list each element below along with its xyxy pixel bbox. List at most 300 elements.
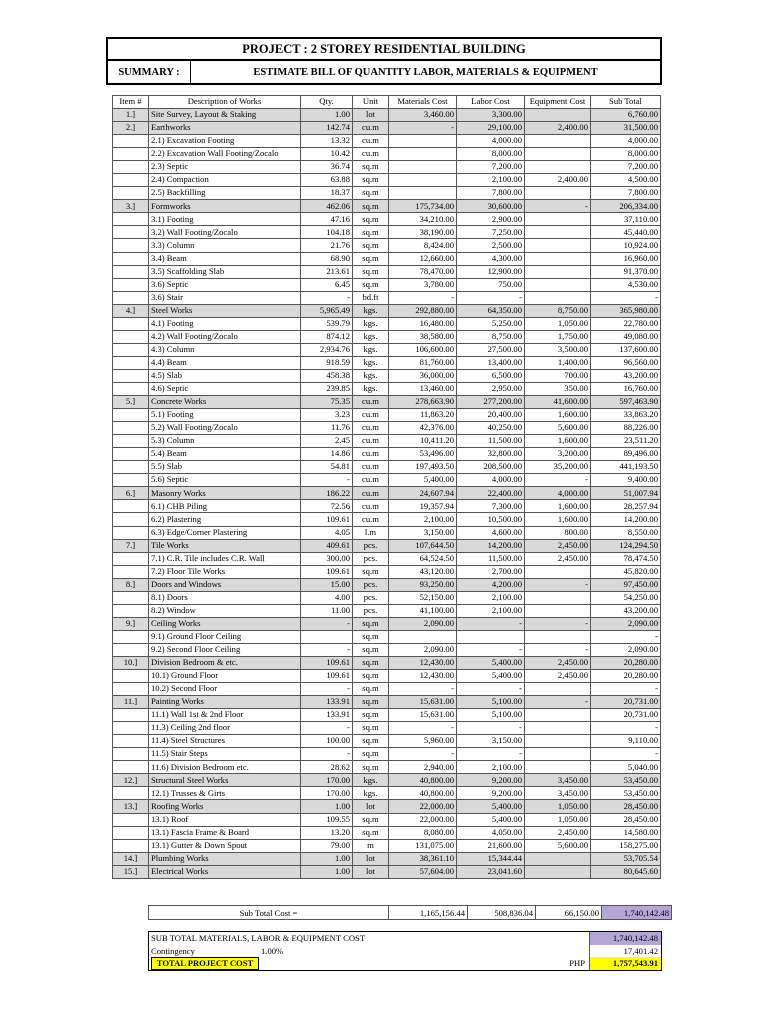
cell-equipment-cost: 2,450.00 xyxy=(525,826,591,839)
cell-unit: sq.m xyxy=(353,630,389,643)
table-row xyxy=(113,565,661,578)
table-row xyxy=(113,748,661,761)
summary-label: SUMMARY : xyxy=(108,61,191,83)
cell-unit: lot xyxy=(353,852,389,865)
cell-sub-total: 43,200.00 xyxy=(591,604,661,617)
cell-labor-cost: 3,150.00 xyxy=(457,735,525,748)
cell-unit: sq.m xyxy=(353,813,389,826)
cell-quantity: - xyxy=(301,643,353,656)
cell-unit: sq.m xyxy=(353,722,389,735)
cell-materials-cost: 175,734.00 xyxy=(389,200,457,213)
table-row xyxy=(113,422,661,435)
cell-materials-cost: 53,496.00 xyxy=(389,448,457,461)
cell-sub-total: 54,250.00 xyxy=(591,591,661,604)
cell-item-number: 7.] xyxy=(113,539,149,552)
cell-description: Steel Works xyxy=(149,304,301,317)
cell-item-number: 14.] xyxy=(113,852,149,865)
cell-unit: lot xyxy=(353,109,389,122)
subtotal-materials: 1,165,156.44 xyxy=(389,906,468,920)
cell-materials-cost: 43,120.00 xyxy=(389,565,457,578)
cell-equipment-cost: 8,750.00 xyxy=(525,304,591,317)
cell-item-number xyxy=(113,500,149,513)
cell-unit: sq.m xyxy=(353,696,389,709)
cell-unit: sq.m xyxy=(353,187,389,200)
table-row xyxy=(113,670,661,683)
cell-equipment-cost: 1,750.00 xyxy=(525,330,591,343)
summary-line-contingency xyxy=(149,945,661,958)
cell-sub-total: 597,463.90 xyxy=(591,396,661,409)
cell-equipment-cost: 1,600.00 xyxy=(525,435,591,448)
cell-unit: sq.m xyxy=(353,748,389,761)
cell-equipment-cost xyxy=(525,630,591,643)
cell-unit: sq.m xyxy=(353,643,389,656)
cell-sub-total: - xyxy=(591,630,661,643)
cell-equipment-cost xyxy=(525,265,591,278)
cell-unit: sq.m xyxy=(353,709,389,722)
cell-equipment-cost: 3,450.00 xyxy=(525,774,591,787)
cell-labor-cost: 8,750.00 xyxy=(457,330,525,343)
cell-materials-cost: 38,580.00 xyxy=(389,330,457,343)
cell-materials-cost: 13,460.00 xyxy=(389,382,457,395)
cell-materials-cost: 131,075.00 xyxy=(389,839,457,852)
cell-materials-cost: - xyxy=(389,683,457,696)
cell-unit: sq.m xyxy=(353,683,389,696)
cell-unit: sq.m xyxy=(353,735,389,748)
cell-equipment-cost: - xyxy=(525,643,591,656)
cell-labor-cost: 2,900.00 xyxy=(457,213,525,226)
cell-sub-total: 23,511.20 xyxy=(591,435,661,448)
cell-labor-cost: 2,100.00 xyxy=(457,604,525,617)
cell-equipment-cost xyxy=(525,565,591,578)
cell-labor-cost: 277,200.00 xyxy=(457,396,525,409)
cell-item-number: 11.] xyxy=(113,696,149,709)
cell-item-number: 10.] xyxy=(113,656,149,669)
cell-sub-total: 7,200.00 xyxy=(591,161,661,174)
cell-materials-cost: 24,607.94 xyxy=(389,487,457,500)
cell-quantity: 10.42 xyxy=(301,148,353,161)
cell-unit: kgs. xyxy=(353,330,389,343)
cell-materials-cost: 2,940.00 xyxy=(389,761,457,774)
cell-description: 4.1) Footing xyxy=(149,317,301,330)
cell-unit: sq.m xyxy=(353,670,389,683)
cell-quantity: 1.00 xyxy=(301,109,353,122)
cell-item-number: 12.] xyxy=(113,774,149,787)
cell-labor-cost: 750.00 xyxy=(457,278,525,291)
cell-item-number xyxy=(113,369,149,382)
table-row xyxy=(113,317,661,330)
cell-sub-total: 28,257.94 xyxy=(591,500,661,513)
cell-description: 5.4) Beam xyxy=(149,448,301,461)
col-qty: Qty. xyxy=(301,96,353,109)
cell-description: 11.4) Steel Structures xyxy=(149,735,301,748)
cell-item-number xyxy=(113,565,149,578)
cell-quantity: 109.61 xyxy=(301,670,353,683)
cell-unit: sq.m xyxy=(353,200,389,213)
cell-unit: sq.m xyxy=(353,617,389,630)
cell-unit: cu.m xyxy=(353,435,389,448)
cell-sub-total: 7,800.00 xyxy=(591,187,661,200)
cell-unit: cu.m xyxy=(353,448,389,461)
table-row xyxy=(113,226,661,239)
cell-unit: cu.m xyxy=(353,148,389,161)
cell-materials-cost: 64,524.50 xyxy=(389,552,457,565)
cell-materials-cost xyxy=(389,161,457,174)
subtotal-row xyxy=(148,905,672,920)
cell-labor-cost: 10,500.00 xyxy=(457,513,525,526)
cell-quantity: - xyxy=(301,474,353,487)
cell-equipment-cost xyxy=(525,722,591,735)
cell-sub-total: - xyxy=(591,291,661,304)
cell-materials-cost: 3,460.00 xyxy=(389,109,457,122)
cell-item-number xyxy=(113,643,149,656)
cell-description: 4.4) Beam xyxy=(149,356,301,369)
project-cost-summary xyxy=(148,931,662,971)
cell-item-number xyxy=(113,604,149,617)
cell-unit: cu.m xyxy=(353,135,389,148)
cell-equipment-cost xyxy=(525,748,591,761)
cell-item-number xyxy=(113,265,149,278)
table-row-main xyxy=(113,852,661,865)
cell-materials-cost: 40,800.00 xyxy=(389,774,457,787)
cell-quantity: 1.00 xyxy=(301,800,353,813)
table-row xyxy=(113,813,661,826)
cell-sub-total: 4,530.00 xyxy=(591,278,661,291)
summary-line-total xyxy=(149,957,661,970)
cell-description: Concrete Works xyxy=(149,396,301,409)
cell-quantity: 109.61 xyxy=(301,513,353,526)
cell-equipment-cost xyxy=(525,683,591,696)
cell-sub-total: 45,440.00 xyxy=(591,226,661,239)
cell-unit: cu.m xyxy=(353,409,389,422)
cell-item-number xyxy=(113,422,149,435)
cell-sub-total: 78,474.50 xyxy=(591,552,661,565)
cell-item-number xyxy=(113,213,149,226)
total-project-cost-value: 1,757,543.91 xyxy=(589,957,661,970)
cell-item-number: 9.] xyxy=(113,617,149,630)
cell-equipment-cost: 3,200.00 xyxy=(525,448,591,461)
cell-item-number: 6.] xyxy=(113,487,149,500)
cell-materials-cost: 38,190.00 xyxy=(389,226,457,239)
cell-item-number: 1.] xyxy=(113,109,149,122)
table-row xyxy=(113,239,661,252)
cell-labor-cost: 11,500.00 xyxy=(457,552,525,565)
cell-equipment-cost: 5,600.00 xyxy=(525,422,591,435)
cell-equipment-cost: 1,600.00 xyxy=(525,513,591,526)
cell-materials-cost: 107,644.50 xyxy=(389,539,457,552)
cell-description: 11.3) Ceiling 2nd floor xyxy=(149,722,301,735)
cell-unit: m xyxy=(353,839,389,852)
cell-labor-cost: 5,400.00 xyxy=(457,670,525,683)
cell-unit: pcs. xyxy=(353,539,389,552)
cell-unit: kgs. xyxy=(353,356,389,369)
table-row xyxy=(113,213,661,226)
cell-equipment-cost xyxy=(525,604,591,617)
table-row xyxy=(113,148,661,161)
cell-materials-cost: 278,663.90 xyxy=(389,396,457,409)
cell-unit: cu.m xyxy=(353,122,389,135)
table-row xyxy=(113,343,661,356)
cell-quantity: 142.74 xyxy=(301,122,353,135)
cell-equipment-cost: 800.00 xyxy=(525,526,591,539)
cell-quantity: - xyxy=(301,748,353,761)
table-row xyxy=(113,409,661,422)
table-row xyxy=(113,500,661,513)
table-row xyxy=(113,735,661,748)
cell-item-number xyxy=(113,722,149,735)
cell-labor-cost: 2,500.00 xyxy=(457,239,525,252)
cell-materials-cost: - xyxy=(389,122,457,135)
cell-labor-cost: 15,344.44 xyxy=(457,852,525,865)
cell-unit: pcs. xyxy=(353,552,389,565)
cell-sub-total: 37,110.00 xyxy=(591,213,661,226)
cell-quantity: 75.35 xyxy=(301,396,353,409)
cell-description: 6.3) Edge/Corner Plastering xyxy=(149,526,301,539)
cell-equipment-cost: 41,600.00 xyxy=(525,396,591,409)
cell-labor-cost: 2,100.00 xyxy=(457,591,525,604)
cell-materials-cost: 52,150.00 xyxy=(389,591,457,604)
table-row-main xyxy=(113,774,661,787)
cell-equipment-cost: 1,600.00 xyxy=(525,409,591,422)
cell-sub-total: 124,294.50 xyxy=(591,539,661,552)
cell-description: Formworks xyxy=(149,200,301,213)
cell-item-number xyxy=(113,526,149,539)
cell-equipment-cost xyxy=(525,226,591,239)
cell-unit: kgs. xyxy=(353,317,389,330)
cell-materials-cost: 38,361.10 xyxy=(389,852,457,865)
cell-labor-cost: 14,200.00 xyxy=(457,539,525,552)
cell-sub-total: 20,731.00 xyxy=(591,696,661,709)
cell-equipment-cost: 350.00 xyxy=(525,382,591,395)
cell-materials-cost xyxy=(389,135,457,148)
cell-equipment-cost xyxy=(525,735,591,748)
table-row xyxy=(113,161,661,174)
table-row-main xyxy=(113,487,661,500)
cell-equipment-cost xyxy=(525,187,591,200)
table-row xyxy=(113,435,661,448)
subtotal-label: Sub Total Cost = xyxy=(149,906,389,920)
table-row xyxy=(113,174,661,187)
table-row xyxy=(113,252,661,265)
cell-unit: kgs. xyxy=(353,787,389,800)
col-item: Item # xyxy=(113,96,149,109)
cell-description: 6.2) Plastering xyxy=(149,513,301,526)
table-row xyxy=(113,552,661,565)
cell-materials-cost: 22,000.00 xyxy=(389,800,457,813)
cell-equipment-cost: 3,450.00 xyxy=(525,787,591,800)
cell-materials-cost: 2,100.00 xyxy=(389,513,457,526)
table-row xyxy=(113,722,661,735)
cell-labor-cost: 21,600.00 xyxy=(457,839,525,852)
table-row xyxy=(113,604,661,617)
cell-quantity: 15.00 xyxy=(301,578,353,591)
cell-item-number xyxy=(113,317,149,330)
cell-sub-total: - xyxy=(591,683,661,696)
cell-description: 12.1) Trusses & Girts xyxy=(149,787,301,800)
cell-labor-cost: 4,200.00 xyxy=(457,578,525,591)
table-row xyxy=(113,461,661,474)
cell-item-number xyxy=(113,630,149,643)
cell-equipment-cost xyxy=(525,591,591,604)
cell-equipment-cost: 1,050.00 xyxy=(525,800,591,813)
table-row-main xyxy=(113,696,661,709)
cell-quantity: 18.37 xyxy=(301,187,353,200)
cell-description: 13.1) Roof xyxy=(149,813,301,826)
cell-labor-cost: 2,100.00 xyxy=(457,174,525,187)
cell-quantity: 109.55 xyxy=(301,813,353,826)
cell-labor-cost: 6,500.00 xyxy=(457,369,525,382)
cell-item-number xyxy=(113,552,149,565)
cell-sub-total: 137,600.00 xyxy=(591,343,661,356)
table-row xyxy=(113,683,661,696)
cell-item-number: 5.] xyxy=(113,396,149,409)
cell-item-number: 8.] xyxy=(113,578,149,591)
table-row xyxy=(113,382,661,395)
cell-item-number: 4.] xyxy=(113,304,149,317)
cell-labor-cost: 4,600.00 xyxy=(457,526,525,539)
cell-sub-total: 14,200.00 xyxy=(591,513,661,526)
cell-labor-cost xyxy=(457,630,525,643)
cell-unit: sq.m xyxy=(353,174,389,187)
cell-labor-cost: 4,300.00 xyxy=(457,252,525,265)
cell-unit: kgs. xyxy=(353,343,389,356)
cell-description: 7.2) Floor Tile Works xyxy=(149,565,301,578)
cell-labor-cost: 29,100.00 xyxy=(457,122,525,135)
cell-equipment-cost xyxy=(525,852,591,865)
cell-materials-cost: - xyxy=(389,291,457,304)
table-row-main xyxy=(113,617,661,630)
cell-materials-cost: 15,631.00 xyxy=(389,709,457,722)
cell-item-number xyxy=(113,735,149,748)
cell-equipment-cost xyxy=(525,278,591,291)
cell-sub-total: 91,370.00 xyxy=(591,265,661,278)
cell-item-number xyxy=(113,435,149,448)
cell-quantity: 458.38 xyxy=(301,369,353,382)
cell-quantity: 170.00 xyxy=(301,787,353,800)
cell-description: 3.3) Column xyxy=(149,239,301,252)
cell-unit: sq.m xyxy=(353,161,389,174)
cell-labor-cost: 5,100.00 xyxy=(457,696,525,709)
table-row-main xyxy=(113,578,661,591)
cell-item-number xyxy=(113,343,149,356)
cell-unit: cu.m xyxy=(353,474,389,487)
cell-unit: sq.m xyxy=(353,213,389,226)
table-row xyxy=(113,265,661,278)
cell-description: 4.6) Septic xyxy=(149,382,301,395)
cell-description: 4.2) Wall Footing/Zocalo xyxy=(149,330,301,343)
summary-subtotal-value: 1,740,142.48 xyxy=(589,932,661,945)
cell-materials-cost: 12,430.00 xyxy=(389,656,457,669)
cell-equipment-cost: 3,500.00 xyxy=(525,343,591,356)
cell-quantity: 63.88 xyxy=(301,174,353,187)
table-row-main xyxy=(113,200,661,213)
cell-description: 9.2) Second Floor Ceiling xyxy=(149,643,301,656)
cell-labor-cost: 4,050.00 xyxy=(457,826,525,839)
cell-labor-cost: 32,800.00 xyxy=(457,448,525,461)
cell-materials-cost: 197,493.50 xyxy=(389,461,457,474)
cell-sub-total: 20,280.00 xyxy=(591,670,661,683)
cell-quantity: 213.61 xyxy=(301,265,353,278)
cell-materials-cost: 16,480.00 xyxy=(389,317,457,330)
cell-labor-cost: 9,200.00 xyxy=(457,787,525,800)
table-row xyxy=(113,135,661,148)
cell-materials-cost xyxy=(389,174,457,187)
cell-labor-cost: 20,400.00 xyxy=(457,409,525,422)
cell-quantity: 1.00 xyxy=(301,865,353,878)
table-body xyxy=(113,109,661,879)
table-row xyxy=(113,761,661,774)
cell-item-number xyxy=(113,670,149,683)
cell-description: 5.6) Septic xyxy=(149,474,301,487)
cell-item-number xyxy=(113,709,149,722)
cell-sub-total: 5,040.00 xyxy=(591,761,661,774)
cell-unit: sq.m xyxy=(353,278,389,291)
cell-labor-cost: 64,350.00 xyxy=(457,304,525,317)
cell-equipment-cost xyxy=(525,148,591,161)
cell-quantity: 3.23 xyxy=(301,409,353,422)
cell-unit: cu.m xyxy=(353,513,389,526)
col-equipment: Equipment Cost xyxy=(525,96,591,109)
cell-item-number xyxy=(113,382,149,395)
cell-labor-cost: 5,400.00 xyxy=(457,800,525,813)
cell-labor-cost: 2,950.00 xyxy=(457,382,525,395)
cell-equipment-cost: 2,400.00 xyxy=(525,174,591,187)
cell-sub-total: 441,193.50 xyxy=(591,461,661,474)
cell-unit: sq.m xyxy=(353,239,389,252)
cell-sub-total: 88,226.00 xyxy=(591,422,661,435)
cell-materials-cost: 8,080.00 xyxy=(389,826,457,839)
cell-equipment-cost xyxy=(525,213,591,226)
cell-description: 7.1) C.R. Tile includes C.R. Wall xyxy=(149,552,301,565)
cell-labor-cost: 5,250.00 xyxy=(457,317,525,330)
cell-item-number xyxy=(113,448,149,461)
cell-labor-cost: 7,800.00 xyxy=(457,187,525,200)
cell-unit: cu.m xyxy=(353,487,389,500)
cell-labor-cost: - xyxy=(457,291,525,304)
cell-materials-cost: 81,760.00 xyxy=(389,356,457,369)
cell-item-number xyxy=(113,761,149,774)
cell-labor-cost: 4,000.00 xyxy=(457,474,525,487)
cell-equipment-cost: 2,450.00 xyxy=(525,656,591,669)
cell-description: 6.1) CHB Piling xyxy=(149,500,301,513)
cell-materials-cost: 40,800.00 xyxy=(389,787,457,800)
summary-line-subtotal xyxy=(149,932,661,945)
cell-labor-cost: 5,100.00 xyxy=(457,709,525,722)
table-row-main xyxy=(113,304,661,317)
cell-quantity: 874.12 xyxy=(301,330,353,343)
cell-equipment-cost: 2,400.00 xyxy=(525,122,591,135)
cell-item-number xyxy=(113,409,149,422)
cell-description: Masonry Works xyxy=(149,487,301,500)
cell-materials-cost: 11,863.20 xyxy=(389,409,457,422)
currency-label: PHP xyxy=(569,958,585,969)
cell-labor-cost: 12,900.00 xyxy=(457,265,525,278)
cell-materials-cost: 12,430.00 xyxy=(389,670,457,683)
cell-quantity: 11.00 xyxy=(301,604,353,617)
cell-equipment-cost xyxy=(525,865,591,878)
cell-unit: kgs. xyxy=(353,382,389,395)
cell-sub-total: 206,334.00 xyxy=(591,200,661,213)
cell-sub-total: 9,110.00 xyxy=(591,735,661,748)
cell-equipment-cost: 2,450.00 xyxy=(525,670,591,683)
cell-labor-cost: 5,400.00 xyxy=(457,813,525,826)
cell-item-number xyxy=(113,683,149,696)
cell-sub-total: 2,090.00 xyxy=(591,617,661,630)
cell-equipment-cost xyxy=(525,239,591,252)
cell-sub-total: 16,960.00 xyxy=(591,252,661,265)
total-project-cost-label: TOTAL PROJECT COST xyxy=(151,957,259,970)
cell-quantity: 11.76 xyxy=(301,422,353,435)
cell-labor-cost: 5,400.00 xyxy=(457,656,525,669)
